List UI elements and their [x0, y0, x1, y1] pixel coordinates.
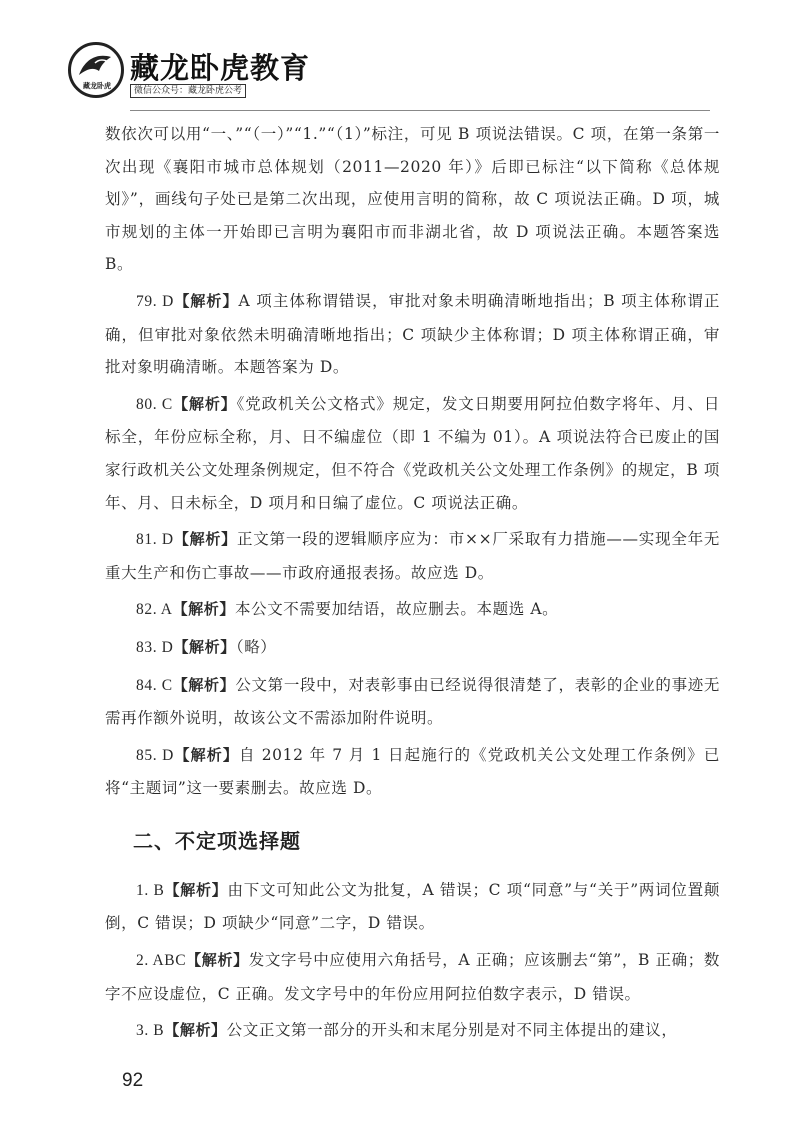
- answer-number: 2. ABC: [136, 952, 187, 970]
- paragraph-continuation: [105, 118, 720, 281]
- answer-number: 84. C: [136, 676, 173, 694]
- page-number: 92: [122, 1070, 144, 1091]
- answer-text: 发文字号中应使用六角括号，A 正确；应该删去“第”，B 正确；数字不应设虚位，C 正确。发文字号中的年份应用阿拉伯数字表示，D 错误。: [105, 951, 720, 1003]
- analysis-tag: 【解析】: [173, 291, 239, 310]
- answer-text: 本公文不需要加结语，故应删去。本题选 A。: [235, 600, 559, 619]
- answer-number: 80. C: [136, 395, 173, 413]
- answer-number: 83. D: [136, 638, 174, 656]
- answer-84: [105, 669, 720, 735]
- answer-number: 81. D: [136, 531, 174, 549]
- header-divider: [130, 110, 710, 111]
- brand-subtitle: 微信公众号：藏龙卧虎公考: [130, 84, 246, 98]
- answer-text: （略）: [235, 637, 277, 656]
- analysis-tag: 【解析】: [172, 675, 236, 694]
- paragraph-text: 数依次可以用“一、”“（一）”“1.”“（1）”标注，可见 B 项说法错误。C 项，在第一条第一次出现《襄阳市城市总体规划（2011—2020 年）》后即已标注“以下简称《总体规划》”，画线句子处已是第二次出现，应使用言明的简称，故 C 项说法正确。D 项，城市规划的主体一开始即已言明为襄阳市而非湖北省，故 D 项说法正确。本题答案选 B。: [105, 125, 720, 274]
- logo-caption: 藏龙卧虎: [83, 82, 111, 90]
- answer-text: A 项主体称谓错误，审批对象未明确清晰地指出；B 项主体称谓正确，但审批对象依然未明确清晰地指出；C 项缺少主体称谓；D 项主体称谓正确，审批对象明确清晰。本题答案为 D。: [105, 291, 720, 377]
- answer-number: 82. A: [136, 601, 173, 619]
- answer-text: 公文第一段中，对表彰事由已经说得很清楚了，表彰的企业的事迹无需再作额外说明，故该公文不需添加附件说明。: [105, 675, 720, 728]
- answer-number: 1. B: [136, 881, 165, 899]
- analysis-tag: 【解析】: [172, 394, 237, 413]
- answer-number: 79. D: [136, 292, 174, 310]
- answer-text: 《党政机关公文格式》规定，发文日期要用阿拉伯数字将年、月、日标全，年份应标全称，月、日不编虚位（即 1 不编为 01）。A 项说法符合已废止的国家行政机关公文处理条例规定，但不符合《党政机关公文处理工作条例》的规定，B 项年、月、日未标全，D 项月和日编了虚位。C 项说法正确。: [105, 394, 720, 512]
- section-title: 二、不定项选择题: [133, 828, 301, 853]
- analysis-tag: 【解析】: [173, 530, 237, 549]
- brand-title: 藏龙卧虎教育: [130, 51, 311, 85]
- brand-logo: [68, 42, 124, 98]
- answer-number: 85. D: [136, 746, 174, 764]
- answer-text: 正文第一段的逻辑顺序应为：市××厂采取有力措施——实现全年无重大生产和伤亡事故——市政府通报表扬。故应选 D。: [105, 530, 720, 582]
- answer-3: [105, 1014, 720, 1048]
- answer-text: 由下文可知此公文为批复，A 错误；C 项“同意”与“关于”两词位置颠倒，C 错误；D 项缺少“同意”二字，D 错误。: [105, 880, 720, 933]
- page-header: [68, 42, 768, 108]
- analysis-tag: 【解析】: [164, 880, 228, 899]
- answer-number: 3. B: [136, 1022, 165, 1040]
- answer-82: [105, 593, 720, 627]
- answer-1: [105, 874, 720, 940]
- answer-81: [105, 523, 720, 589]
- answer-80: [105, 388, 720, 519]
- analysis-tag: 【解析】: [164, 1021, 227, 1040]
- answer-2: [105, 944, 720, 1010]
- answer-text: 自 2012 年 7 月 1 日起施行的《党政机关公文处理工作条例》已将“主题词”这一要素删去。故应选 D。: [105, 745, 721, 798]
- analysis-tag: 【解析】: [173, 745, 240, 764]
- answer-text: 公文正文第一部分的开头和末尾分别是对不同主体提出的建议，: [226, 1021, 678, 1040]
- analysis-tag: 【解析】: [173, 637, 236, 656]
- page-content: [105, 118, 720, 1052]
- answer-83: [105, 631, 720, 665]
- tiger-dragon-icon: [75, 49, 117, 83]
- answer-85: [105, 739, 720, 805]
- analysis-tag: 【解析】: [186, 951, 249, 970]
- analysis-tag: 【解析】: [172, 600, 235, 619]
- answer-79: [105, 285, 720, 384]
